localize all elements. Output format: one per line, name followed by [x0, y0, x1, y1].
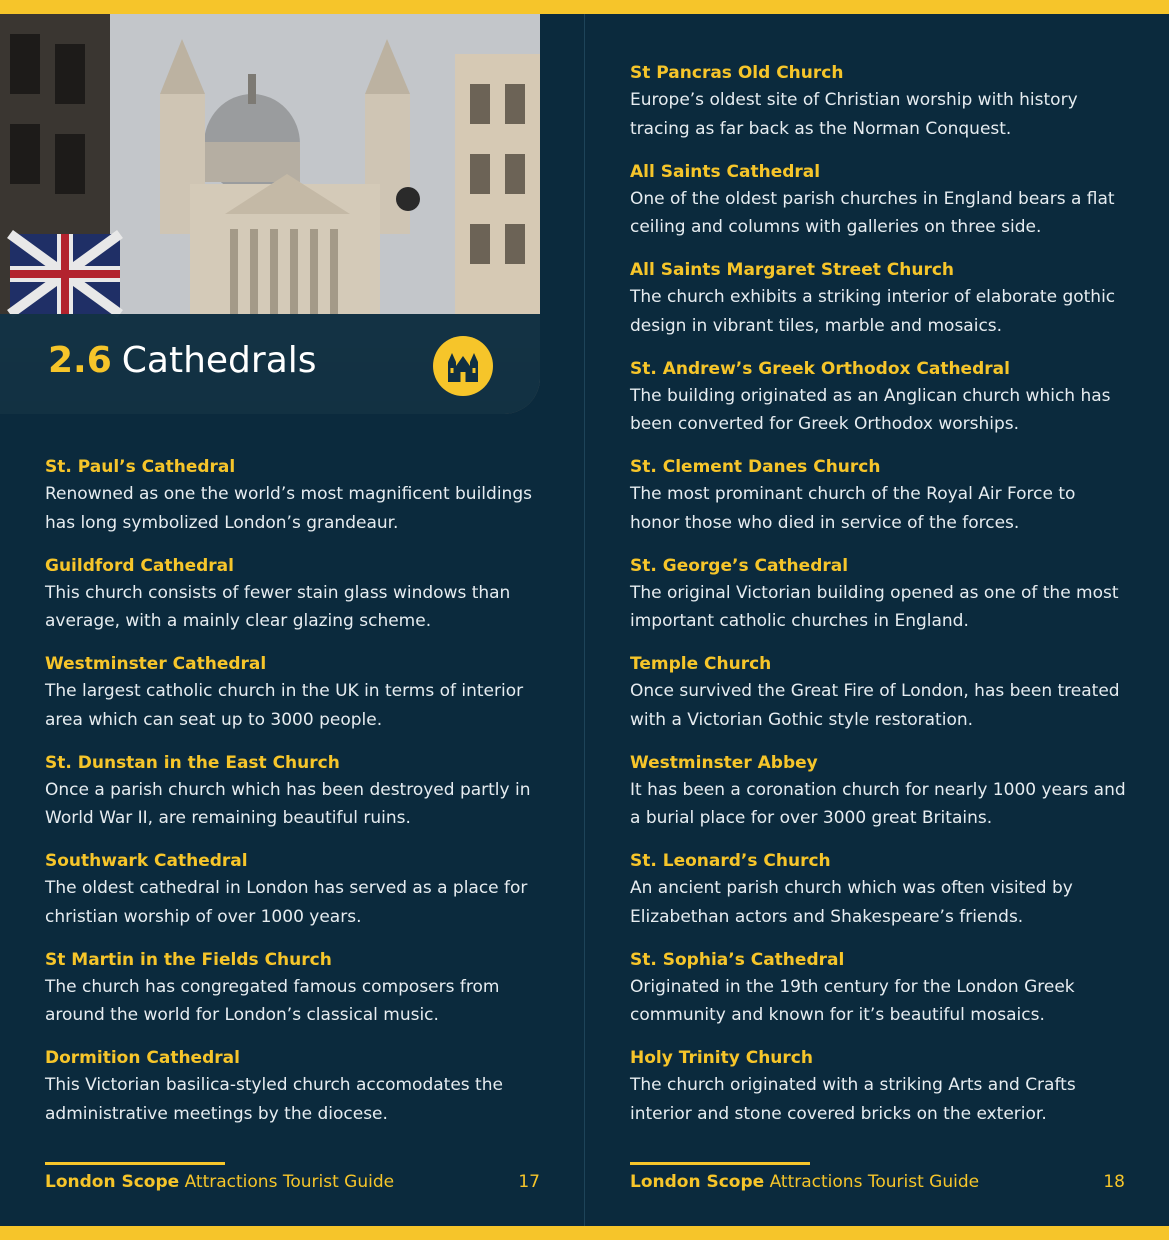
list-item: [630, 947, 1130, 1046]
list-item: [630, 356, 1130, 455]
entry-description: Once a parish church which has been destroyed partly in World War II, are remaining beautiful ruins.: [45, 779, 531, 828]
entry-title: St. Dunstan in the East Church: [45, 752, 340, 773]
list-item: [45, 750, 545, 849]
entry-title: Temple Church: [630, 654, 772, 674]
entry-description: Once survived the Great Fire of London, has been treated with a Victorian Gothic style restoration.: [630, 681, 1120, 730]
right-page: [585, 14, 1169, 1226]
entry-description: The church originated with a striking Arts and Crafts interior and stone covered bricks on the exterior.: [630, 1075, 1076, 1124]
cathedral-badge: [433, 336, 493, 396]
footer-subtitle: Attractions Tourist Guide: [184, 1172, 395, 1192]
list-item: [630, 750, 1130, 849]
entry-description: The church exhibits a striking interior of elaborate gothic design in vibrant tiles, marble and mosaics.: [630, 287, 1116, 336]
entry-description: Originated in the 19th century for the London Greek community and known for it’s beautiful mosaics.: [630, 976, 1075, 1025]
footer-rule: [45, 1162, 225, 1165]
entry-title: Guildford Cathedral: [45, 555, 234, 576]
right-entry-list: [630, 60, 1130, 1144]
entry-description: The largest catholic church in the UK in terms of interior area which can seat up to 3000 people.: [45, 681, 524, 730]
list-item: [630, 257, 1130, 356]
list-item: [45, 947, 545, 1046]
entry-title: St. Sophia’s Cathedral: [630, 949, 845, 970]
section-number: 2.6: [48, 340, 112, 381]
cathedral-icon: [445, 348, 481, 384]
list-item: [630, 159, 1130, 258]
list-item: [630, 1045, 1130, 1144]
entry-description: One of the oldest parish churches in England bears a flat ceiling and columns with galleries on three side.: [630, 188, 1115, 237]
entry-title: St Martin in the Fields Church: [45, 949, 332, 970]
entry-title: Holy Trinity Church: [630, 1048, 813, 1068]
entry-title: Dormition Cathedral: [45, 1048, 240, 1068]
list-item: [630, 651, 1130, 750]
list-item: [45, 454, 545, 553]
entry-description: It has been a coronation church for nearly 1000 years and a burial place for over 3000 great Britains.: [630, 779, 1126, 828]
left-entry-list: [45, 454, 545, 1144]
list-item: [45, 1045, 545, 1144]
entry-description: Renowned as one the world’s most magnificent buildings has long symbolized London’s grandeaur.: [45, 484, 532, 533]
footer-title: [45, 1172, 394, 1192]
footer-rule: [630, 1162, 810, 1165]
list-item: [630, 553, 1130, 652]
entry-description: The oldest cathedral in London has served as a place for christian worship of over 1000 years.: [45, 878, 528, 927]
footer-title: [630, 1172, 979, 1192]
list-item: [630, 848, 1130, 947]
entry-description: The church has congregated famous composers from around the world for London’s classical music.: [45, 976, 500, 1025]
entry-description: This Victorian basilica-styled church accomodates the administrative meetings by the diocese.: [45, 1075, 503, 1124]
section-name: Cathedrals: [121, 340, 317, 381]
section-title: [48, 340, 317, 381]
footer-subtitle: Attractions Tourist Guide: [769, 1172, 980, 1192]
footer-brand: London Scope: [45, 1172, 180, 1192]
entry-title: All Saints Margaret Street Church: [630, 260, 955, 280]
entry-title: St Pancras Old Church: [630, 63, 844, 83]
entry-title: St. George’s Cathedral: [630, 555, 849, 576]
list-item: [630, 60, 1130, 159]
footer-brand: London Scope: [630, 1172, 765, 1192]
entry-title: Westminster Cathedral: [45, 654, 267, 674]
entry-title: St. Leonard’s Church: [630, 851, 831, 871]
list-item: [630, 454, 1130, 553]
entry-title: Southwark Cathedral: [45, 851, 248, 871]
entry-title: St. Clement Danes Church: [630, 457, 881, 477]
list-item: [45, 553, 545, 652]
entry-description: The building originated as an Anglican church which has been converted for Greek Orthodox worships.: [630, 385, 1111, 434]
left-page: [0, 14, 584, 1226]
entry-title: St. Paul’s Cathedral: [45, 457, 236, 477]
right-footer: [630, 1162, 1125, 1202]
entry-title: All Saints Cathedral: [630, 161, 821, 182]
bottom-accent-bar: [0, 1226, 1169, 1240]
entry-title: Westminster Abbey: [630, 752, 818, 773]
entry-description: The original Victorian building opened as one of the most important catholic churches in England.: [630, 582, 1119, 631]
page-number: 17: [518, 1172, 540, 1192]
page-number: 18: [1103, 1172, 1125, 1192]
entry-description: The most prominant church of the Royal Air Force to honor those who died in service of the forces.: [630, 484, 1076, 533]
hero-image: [0, 14, 540, 414]
list-item: [45, 848, 545, 947]
entry-description: Europe’s oldest site of Christian worship with history tracing as far back as the Norman Conquest.: [630, 90, 1078, 139]
top-accent-bar: [0, 0, 1169, 14]
entry-description: An ancient parish church which was often visited by Elizabethan actors and Shakespeare’s friends.: [630, 878, 1073, 927]
entry-title: St. Andrew’s Greek Orthodox Cathedral: [630, 358, 1010, 379]
left-footer: [45, 1162, 540, 1202]
entry-description: This church consists of fewer stain glass windows than average, with a mainly clear glazing scheme.: [45, 582, 511, 631]
list-item: [45, 651, 545, 750]
